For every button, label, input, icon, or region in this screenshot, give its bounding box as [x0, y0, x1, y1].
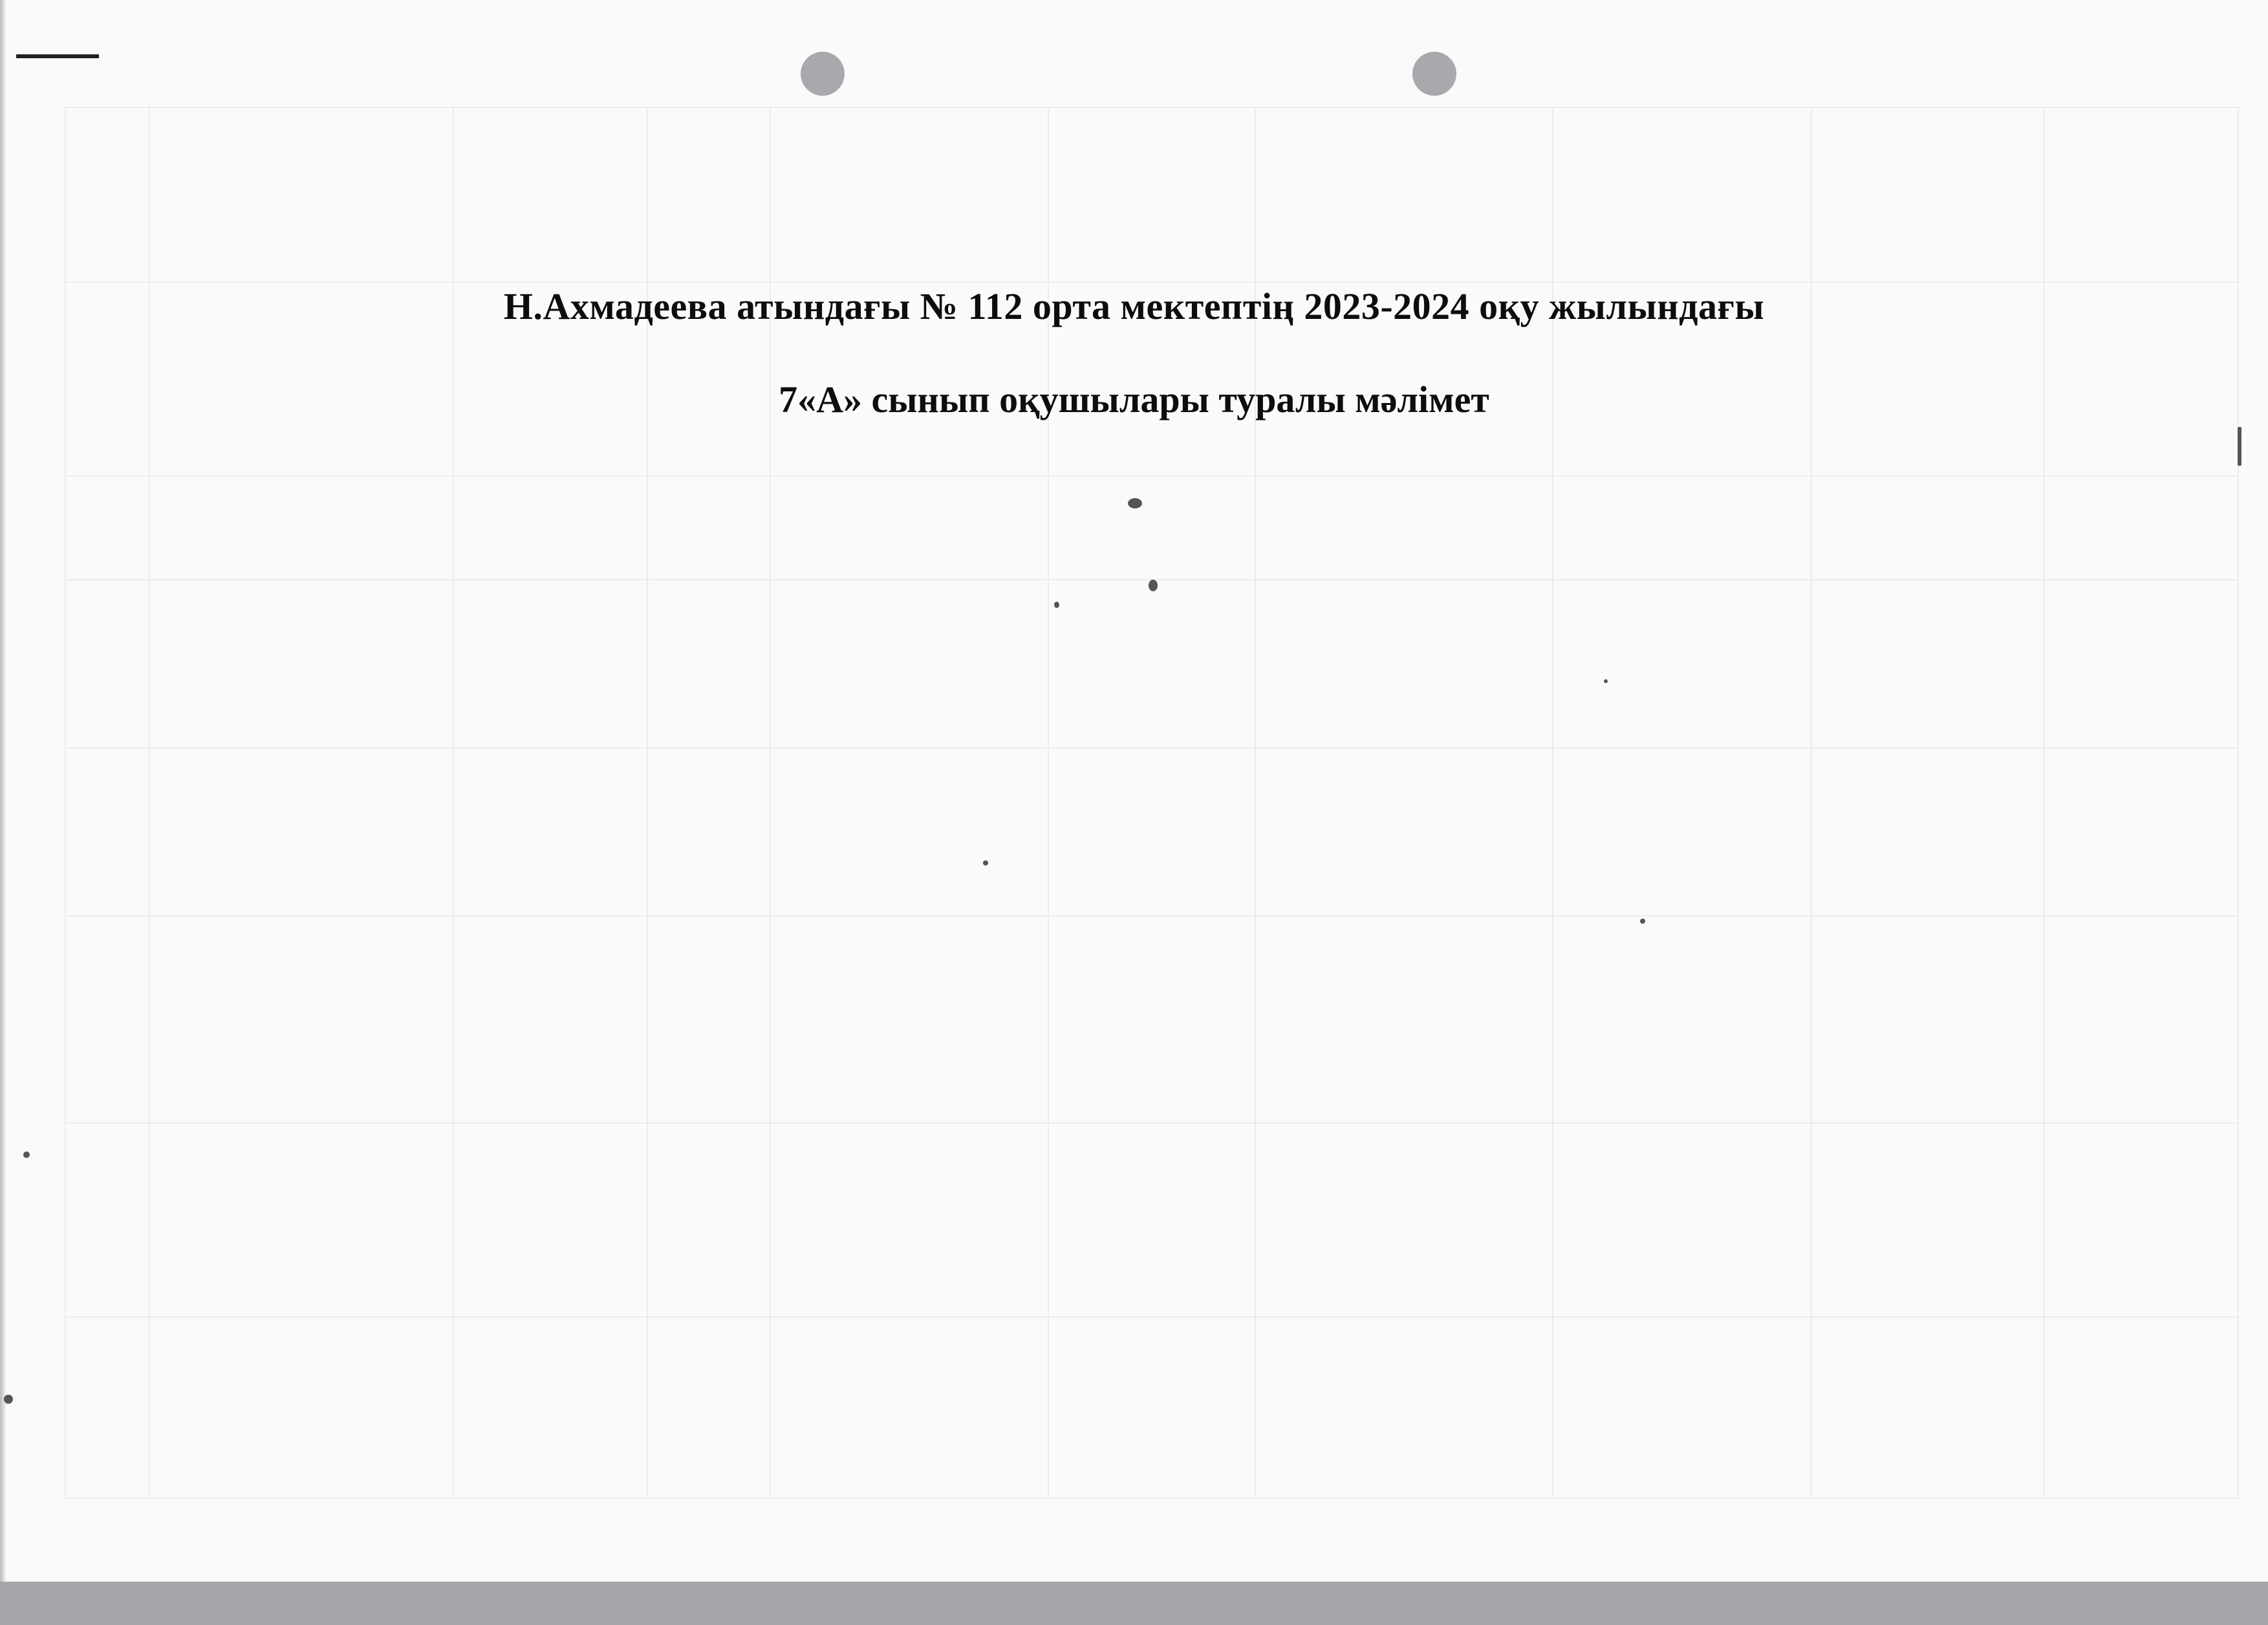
document-title: Н.Ахмадеева атындағы № 112 орта мектептің 2023-2024 оқу жылындағы — [503, 285, 1765, 327]
scan-speck — [1640, 919, 1645, 924]
page-left-shadow — [0, 0, 6, 1582]
scan-speck — [1054, 602, 1059, 608]
scan-speck — [1128, 498, 1142, 508]
punch-hole-left — [801, 52, 845, 96]
document-subtitle: 7«А» сынып оқушылары туралы мәлімет — [779, 378, 1489, 420]
punch-hole-right — [1412, 52, 1456, 96]
corner-dash-mark — [16, 54, 99, 58]
scan-speck — [2238, 427, 2241, 466]
scan-speck — [4, 1395, 13, 1404]
scan-speck — [23, 1151, 30, 1158]
scan-speck — [1604, 679, 1608, 683]
scan-speck — [983, 860, 988, 866]
scan-speck — [1149, 580, 1158, 591]
scanner-bottom-edge — [0, 1582, 2268, 1625]
